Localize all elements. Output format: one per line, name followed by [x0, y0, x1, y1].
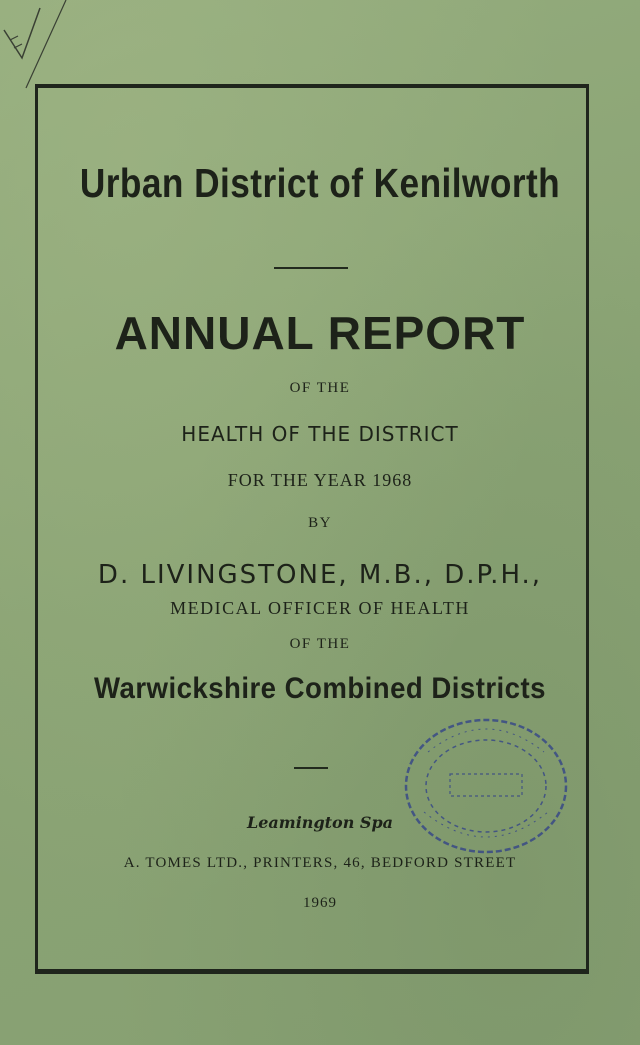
- author-position: MEDICAL OFFICER OF HEALTH: [170, 598, 470, 618]
- title-divider: [274, 267, 348, 269]
- of-the-line-2: OF THE: [289, 636, 351, 652]
- author-name: D. LIVINGSTONE, M.B., D.P.H.,: [97, 560, 543, 590]
- imprint-divider: [294, 767, 328, 769]
- district-title: Urban District of Kenilworth: [79, 160, 561, 206]
- publication-year: 1969: [303, 895, 337, 911]
- report-heading: ANNUAL REPORT: [114, 307, 526, 359]
- report-year-line: FOR THE YEAR 1968: [227, 470, 413, 490]
- organisation-name: Warwickshire Combined Districts: [94, 672, 546, 705]
- by-line: BY: [308, 515, 332, 531]
- publication-place: Leamington Spa: [247, 813, 393, 832]
- library-stamp-icon: [398, 712, 574, 860]
- report-subject: HEALTH OF THE DISTRICT: [181, 422, 459, 446]
- printer-line: A. TOMES LTD., PRINTERS, 46, BEDFORD STREET: [123, 855, 517, 871]
- of-the-line: OF THE: [289, 380, 351, 396]
- handwritten-check-mark: [0, 0, 80, 90]
